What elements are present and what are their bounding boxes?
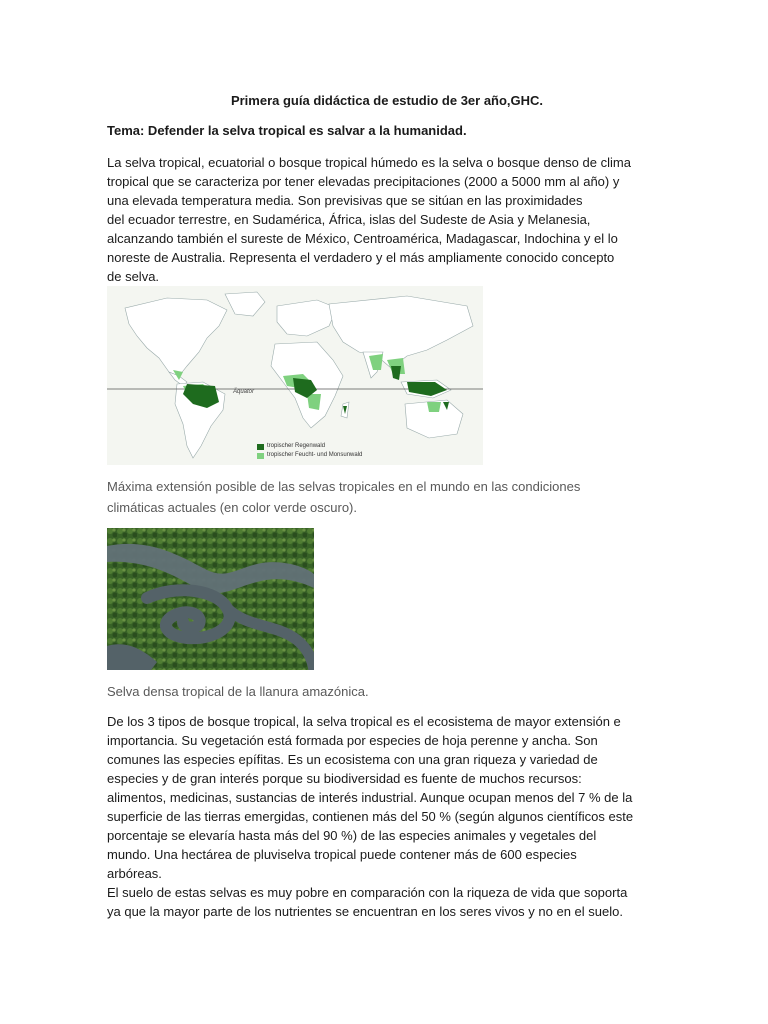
- document-title: Primera guía didáctica de estudio de 3er año,GHC.: [230, 93, 544, 108]
- text-line: superficie de las tierras emergidas, contienen más del 50 % (según algunos científicos este: [107, 809, 634, 824]
- text-line: de selva.: [107, 269, 160, 284]
- legend-item: [257, 451, 362, 460]
- caption-line: Máxima extensión posible de las selvas tropicales en el mundo en las condiciones: [107, 479, 581, 494]
- photo-caption: Selva densa tropical de la llanura amazónica.: [107, 684, 369, 699]
- map-legend: [257, 442, 362, 460]
- amazon-aerial-photo: [107, 528, 314, 670]
- legend-item: [257, 442, 362, 451]
- map-caption: [107, 476, 667, 518]
- intro-paragraph: [107, 153, 665, 286]
- text-line: tropical que se caracteriza por tener elevadas precipitaciones (2000 a 5000 mm al año) y: [107, 174, 620, 189]
- caption-line: climáticas actuales (en color verde oscuro).: [107, 500, 357, 515]
- body-paragraph: [107, 712, 665, 921]
- text-line: La selva tropical, ecuatorial o bosque tropical húmedo es la selva o bosque denso de clima: [107, 155, 631, 170]
- rainforest-world-map: [107, 286, 483, 465]
- text-line: noreste de Australia. Representa el verdadero y el más ampliamente conocido concepto: [107, 250, 615, 265]
- text-line: comunes las especies epífitas. Es un ecosistema con una gran riqueza y variedad de: [107, 752, 598, 767]
- equator-label: Äquator: [233, 389, 255, 395]
- text-line: alimentos, medicinas, sustancias de interés industrial. Aunque ocupan menos del 7 % de la: [107, 790, 633, 805]
- legend-swatch-dark-green: [257, 444, 264, 450]
- rainforest-river-image: [107, 528, 314, 670]
- text-line: importancia. Su vegetación está formada por especies de hoja perenne y ancha. Son: [107, 733, 598, 748]
- text-line: especies y de gran interés porque su biodiversidad es fuente de muchos recursos:: [107, 771, 582, 786]
- text-line: arbóreas.: [107, 866, 162, 881]
- text-line: una elevada temperatura media. Son previsivas que se sitúan en las proximidades: [107, 193, 583, 208]
- topic-heading: Tema: Defender la selva tropical es salvar a la humanidad.: [107, 123, 467, 138]
- text-line: ya que la mayor parte de los nutrientes se encuentran en los seres vivos y no en el suelo.: [107, 904, 623, 919]
- legend-label: tropischer Regenwald: [267, 443, 326, 449]
- world-map-graphic: [107, 286, 483, 465]
- text-line: del ecuador terrestre, en Sudamérica, África, islas del Sudeste de Asia y Melanesia,: [107, 212, 591, 227]
- legend-label: tropischer Feucht- und Monsunwald: [267, 452, 363, 458]
- text-line: alcanzando también el sureste de México, Centroamérica, Madagascar, Indochina y el lo: [107, 231, 618, 246]
- text-line: mundo. Una hectárea de pluviselva tropical puede contener más de 600 especies: [107, 847, 577, 862]
- legend-swatch-light-green: [257, 453, 264, 459]
- text-line: El suelo de estas selvas es muy pobre en comparación con la riqueza de vida que soporta: [107, 885, 628, 900]
- text-line: De los 3 tipos de bosque tropical, la selva tropical es el ecosistema de mayor extensión e: [107, 714, 621, 729]
- text-line: porcentaje se elevaría hasta más del 90 %) de las especies animales y vegetales del: [107, 828, 597, 843]
